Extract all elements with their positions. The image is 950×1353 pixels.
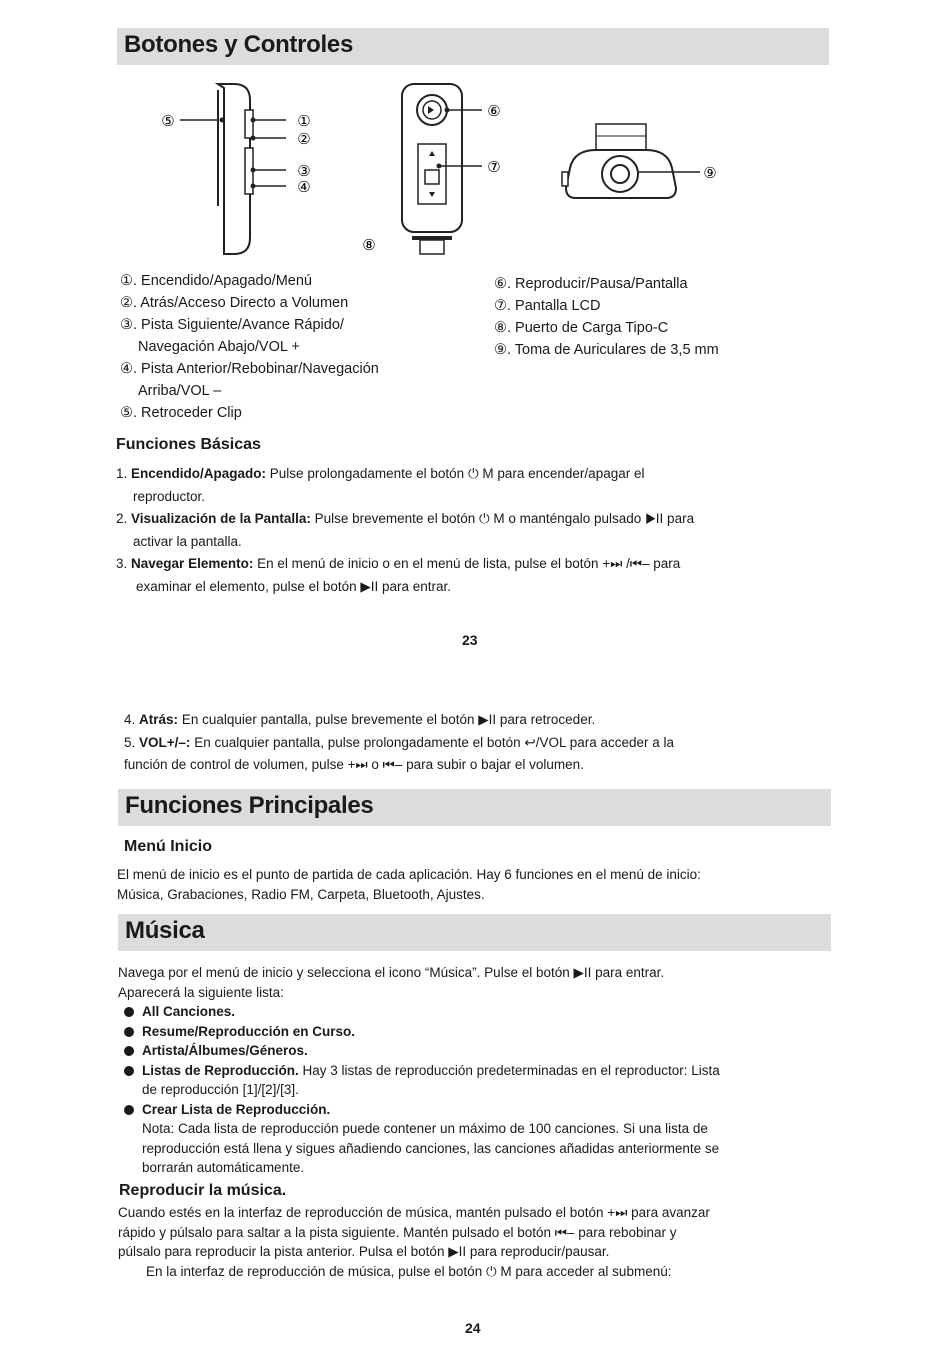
- note-line: Nota: Cada lista de reproducción puede contener un máximo de 100 canciones. Si una lista de: [142, 1121, 708, 1136]
- nav-item-4: [124, 709, 674, 732]
- paragraph-line: rápido y púlsalo para saltar a la pista siguiente. Mantén pulsado el botón ⏮– para rebobinar y: [118, 1224, 677, 1240]
- item-text-continuation: función de control de volumen, pulse +⏭ o ⏮– para subir o bajar el volumen.: [124, 757, 584, 772]
- list-item-label: Listas de Reproducción.: [142, 1062, 299, 1078]
- control-item: ②. Atrás/Acceso Directo a Volumen: [120, 295, 349, 311]
- item-label: VOL+/–:: [139, 734, 191, 750]
- section-banner-buttons-controls: [117, 28, 829, 65]
- device-diagram: [150, 78, 730, 258]
- callout-5: ⑤: [161, 113, 175, 130]
- page-number: 23: [462, 632, 478, 648]
- item-text: Pulse brevemente el botón ⏻ M o manténgalo pulsado ▶II para: [314, 511, 695, 526]
- control-item: ⑤. Retroceder Clip: [120, 405, 242, 421]
- item-text: En cualquier pantalla, pulse prolongadamente el botón ↩/VOL para acceder a la: [194, 734, 675, 750]
- control-item-continuation: Arriba/VOL –: [138, 383, 222, 399]
- item-number: 1.: [116, 466, 128, 481]
- section-banner-music: [118, 914, 831, 951]
- item-number: 3.: [116, 556, 128, 571]
- basic-functions-list: [116, 463, 694, 598]
- page-number: 24: [465, 1320, 481, 1336]
- item-label: Navegar Elemento:: [131, 556, 254, 571]
- control-item: ⑥. Reproducir/Pausa/Pantalla: [494, 276, 688, 292]
- controls-list-left: [120, 270, 379, 424]
- callout-1: ①: [297, 113, 311, 130]
- callout-2: ②: [297, 131, 311, 148]
- basic-item-1: [116, 463, 694, 486]
- bullet-icon: [124, 1007, 134, 1017]
- item-number: 4.: [124, 712, 136, 727]
- home-menu-text: [117, 865, 701, 904]
- controls-list-right: [494, 273, 719, 361]
- control-item: ④. Pista Anterior/Rebobinar/Navegación: [120, 361, 379, 377]
- list-item-text: Hay 3 listas de reproducción predeterminadas en el reproductor: Lista: [298, 1062, 720, 1078]
- item-text: En cualquier pantalla, pulse brevemente el botón ▶II para retroceder.: [181, 712, 596, 727]
- list-item: [124, 1041, 720, 1061]
- paragraph-line: Aparecerá la siguiente lista:: [118, 984, 284, 1000]
- list-item: [124, 1002, 720, 1022]
- item-number: 2.: [116, 511, 128, 526]
- basic-item-2: [116, 508, 694, 531]
- callout-9: ⑨: [703, 165, 717, 182]
- item-label: Visualización de la Pantalla:: [131, 511, 311, 526]
- control-item: ⑧. Puerto de Carga Tipo-C: [494, 320, 669, 336]
- list-item-continuation: de reproducción [1]/[2]/[3].: [142, 1082, 299, 1097]
- item-text: Pulse prolongadamente el botón ⏻ M para encender/apagar el: [269, 466, 645, 481]
- note-line: reproducción está llena y sigues añadiendo canciones, las canciones añadidas anteriormente se: [142, 1140, 720, 1156]
- paragraph-line: púlsalo para reproducir la pista anterior. Pulsa el botón ▶II para reproducir/pausar.: [118, 1244, 610, 1259]
- note-line: borrarán automáticamente.: [142, 1160, 305, 1175]
- music-intro: [118, 963, 664, 1002]
- list-item: [124, 1100, 720, 1120]
- bullet-icon: [124, 1027, 134, 1037]
- control-item: ③. Pista Siguiente/Avance Rápido/: [120, 317, 344, 333]
- item-text-continuation: examinar el elemento, pulse el botón ▶II para entrar.: [136, 578, 452, 594]
- basic-item-3: [116, 553, 694, 576]
- callout-4: ④: [297, 179, 311, 196]
- list-item: [124, 1022, 720, 1042]
- nav-item-5: [124, 732, 674, 755]
- paragraph-line: Cuando estés en la interfaz de reproducción de música, mantén pulsado el botón +⏭ para avanzar: [118, 1205, 710, 1220]
- list-item-label: Artista/Álbumes/Géneros.: [142, 1043, 308, 1058]
- bullet-icon: [124, 1105, 134, 1115]
- item-label: Atrás:: [139, 712, 179, 727]
- control-item: ①. Encendido/Apagado/Menú: [120, 273, 312, 289]
- list-item-label: Resume/Reproducción en Curso.: [142, 1023, 356, 1039]
- section-title: Música: [125, 917, 205, 944]
- music-list: [124, 1002, 720, 1178]
- section-title: Funciones Principales: [125, 792, 374, 819]
- bullet-icon: [124, 1046, 134, 1056]
- item-text-continuation: activar la pantalla.: [133, 533, 242, 549]
- control-item: ⑨. Toma de Auriculares de 3,5 mm: [494, 342, 719, 358]
- device-side-view: [180, 84, 286, 254]
- callout-7: ⑦: [487, 159, 501, 176]
- device-bottom-view: [562, 124, 700, 198]
- item-text: En el menú de inicio o en el menú de lista, pulse el botón +⏭ /⏮– para: [257, 556, 681, 571]
- item-label: Encendido/Apagado:: [131, 466, 267, 481]
- control-item-continuation: Navegación Abajo/VOL +: [138, 339, 300, 355]
- callout-3: ③: [297, 163, 311, 180]
- section-title: Botones y Controles: [124, 31, 353, 58]
- play-music-heading: Reproducir la música.: [119, 1182, 287, 1199]
- device-front-view: [402, 84, 482, 254]
- section-banner-main-functions: [118, 789, 831, 826]
- paragraph-line: Navega por el menú de inicio y selecciona el icono “Música”. Pulse el botón ▶II para entrar.: [118, 965, 665, 980]
- item-text-continuation: reproductor.: [133, 488, 206, 504]
- callout-6: ⑥: [487, 103, 501, 120]
- paragraph-line: Música, Grabaciones, Radio FM, Carpeta, Bluetooth, Ajustes.: [117, 886, 485, 902]
- bullet-icon: [124, 1066, 134, 1076]
- paragraph-line: En la interfaz de reproducción de música, pulse el botón ⏻ M para acceder al submenú:: [146, 1263, 672, 1279]
- control-item: ⑦. Pantalla LCD: [494, 298, 601, 314]
- home-menu-heading: Menú Inicio: [124, 838, 212, 855]
- navigation-items-cont: [124, 709, 674, 777]
- callout-8: ⑧: [362, 237, 376, 254]
- play-music-text: [118, 1203, 710, 1281]
- paragraph-line: El menú de inicio es el punto de partida de cada aplicación. Hay 6 funciones en el menú de inicio:: [117, 867, 701, 882]
- list-item-label: Crear Lista de Reproducción.: [142, 1101, 331, 1117]
- item-number: 5.: [124, 734, 136, 750]
- list-item: [124, 1061, 720, 1081]
- list-item-label: All Canciones.: [142, 1004, 236, 1019]
- basic-functions-heading: Funciones Básicas: [116, 436, 261, 453]
